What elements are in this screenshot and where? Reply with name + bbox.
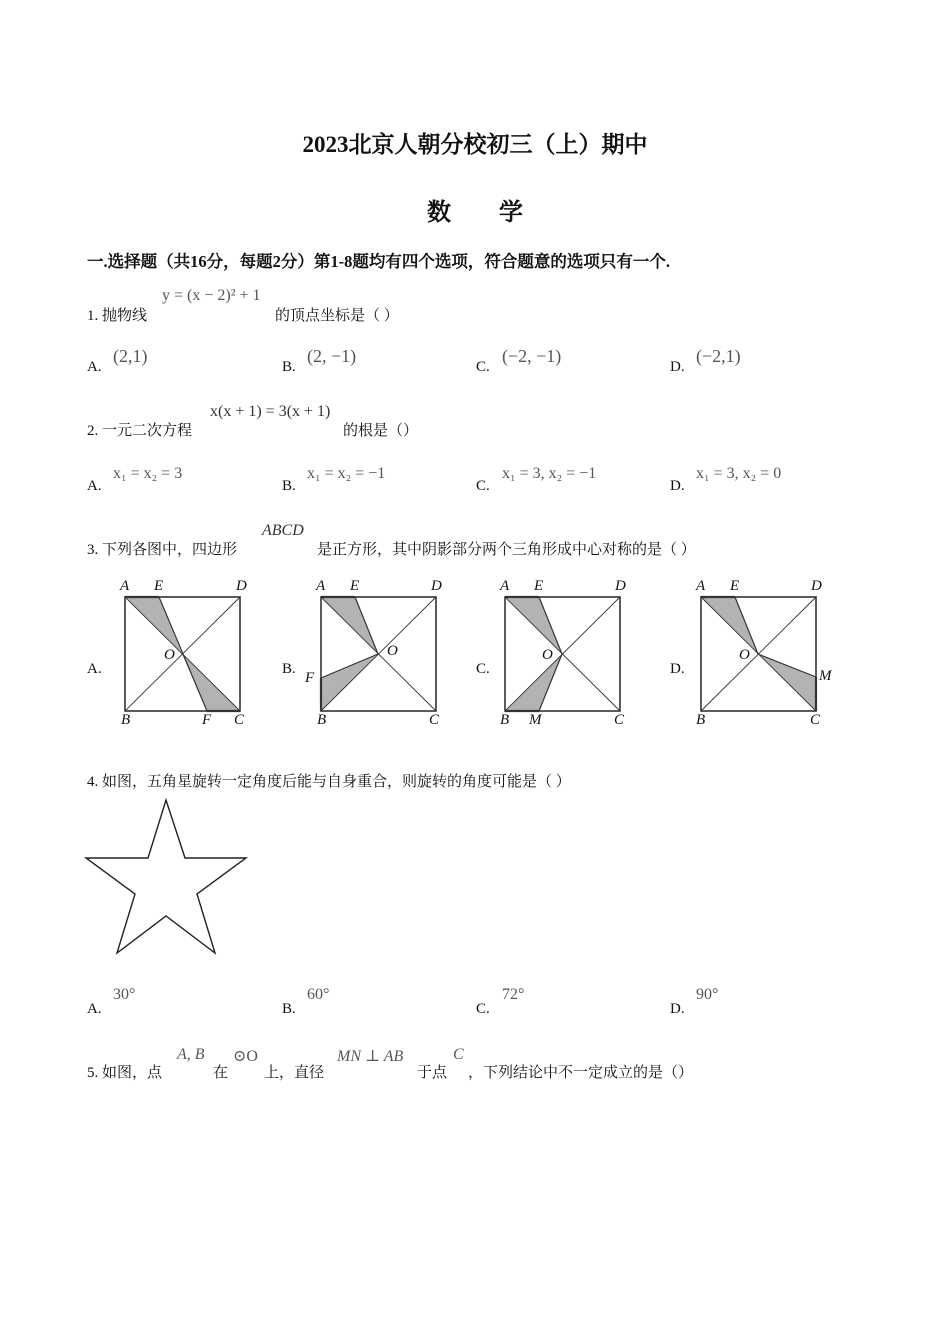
option-label: C. [476,661,490,677]
option-value: x₁ = x₂ = −1 [307,465,386,482]
math-expression: MN ⊥ AB [337,1048,404,1065]
question-number: 1. [87,308,99,324]
option-value: 72° [502,986,525,1003]
option-value: (−2,1) [696,346,741,366]
point-label: E [534,578,544,594]
question-number: 2. [87,423,99,439]
subject-char: 数 [427,200,451,226]
option-label: D. [670,1001,685,1017]
point-label: A [316,578,326,594]
point-label: D [431,578,442,594]
option-value: 30° [113,986,136,1003]
option-label: A. [87,359,102,375]
question-number: 5. [87,1065,99,1081]
option-label: A. [87,1001,102,1017]
point-label: A [696,578,706,594]
option-label: B. [282,478,296,494]
point-label: O [164,647,175,663]
point-label: F [305,670,315,686]
point-label: A [120,578,130,594]
question-prefix: 如图，点 [102,1065,163,1081]
option-label: A. [87,661,102,677]
option-value: 90° [696,986,719,1003]
point-label: B [121,712,131,728]
point-label: E [730,578,740,594]
point-label: O [542,647,553,663]
question-text: 如图，五角星旋转一定角度后能与自身重合，则旋转的角度可能是（ ） [102,774,571,790]
option-label: C. [476,359,490,375]
question-text: 在 [213,1065,229,1081]
question-prefix: 一元二次方程 [102,423,193,439]
option-label: D. [670,661,685,677]
option-value: x₁ = x₂ = 3 [113,465,183,482]
point-label: D [811,578,822,594]
question-text: 于点 [417,1065,448,1081]
option-label: A. [87,478,102,494]
option-value: (2,1) [113,346,148,366]
option-label: B. [282,359,296,375]
option-label: C. [476,478,490,494]
question-prefix: 下列各图中，四边形 [102,542,238,558]
option-label: C. [476,1001,490,1017]
option-value: 60° [307,986,330,1003]
exam-title: 2023北京人朝分校初三（上）期中 [302,132,648,157]
question-prefix: 抛物线 [102,308,148,324]
point-label: C [234,712,245,728]
point-label: O [739,647,750,663]
option-label: D. [670,359,685,375]
point-label: D [236,578,247,594]
math-expression: C [453,1046,464,1063]
question-number: 3. [87,542,99,558]
option-label: D. [670,478,685,494]
question-text: 上，直径 [264,1065,325,1081]
math-expression: ABCD [262,522,304,539]
question-suffix: ，下列结论中不一定成立的是（） [468,1065,694,1081]
point-label: E [350,578,360,594]
math-expression: A, B [177,1046,205,1063]
question-suffix: 是正方形，其中阴影部分两个三角形成中心对称的是（ ） [317,542,696,558]
point-label: C [614,712,625,728]
point-label: M [819,668,832,684]
question-suffix: 的根是（） [343,423,419,439]
point-label: C [429,712,440,728]
point-label: C [810,712,821,728]
option-label: B. [282,661,296,677]
math-expression: y = (x − 2)² + 1 [162,287,261,304]
option-value: x₁ = 3, x₂ = 0 [696,465,782,482]
section-heading: 一.选择题（共16分，每题2分）第1-8题均有四个选项，符合题意的选项只有一个. [87,252,670,271]
subject-char: 学 [499,200,523,226]
option-value: (−2, −1) [502,346,562,366]
option-label: B. [282,1001,296,1017]
point-label: A [500,578,510,594]
question-suffix: 的顶点坐标是（ ） [275,308,399,324]
point-label: D [615,578,626,594]
point-label: B [500,712,510,728]
point-label: M [529,712,542,728]
option-value: x₁ = 3, x₂ = −1 [502,465,597,482]
option-value: (2, −1) [307,346,357,366]
math-expression: x(x + 1) = 3(x + 1) [210,403,331,420]
question-number: 4. [87,774,99,790]
point-label: O [387,643,398,659]
point-label: B [317,712,327,728]
point-label: F [202,712,212,728]
math-expression: ⊙O [233,1048,258,1065]
point-label: E [154,578,164,594]
point-label: B [696,712,706,728]
